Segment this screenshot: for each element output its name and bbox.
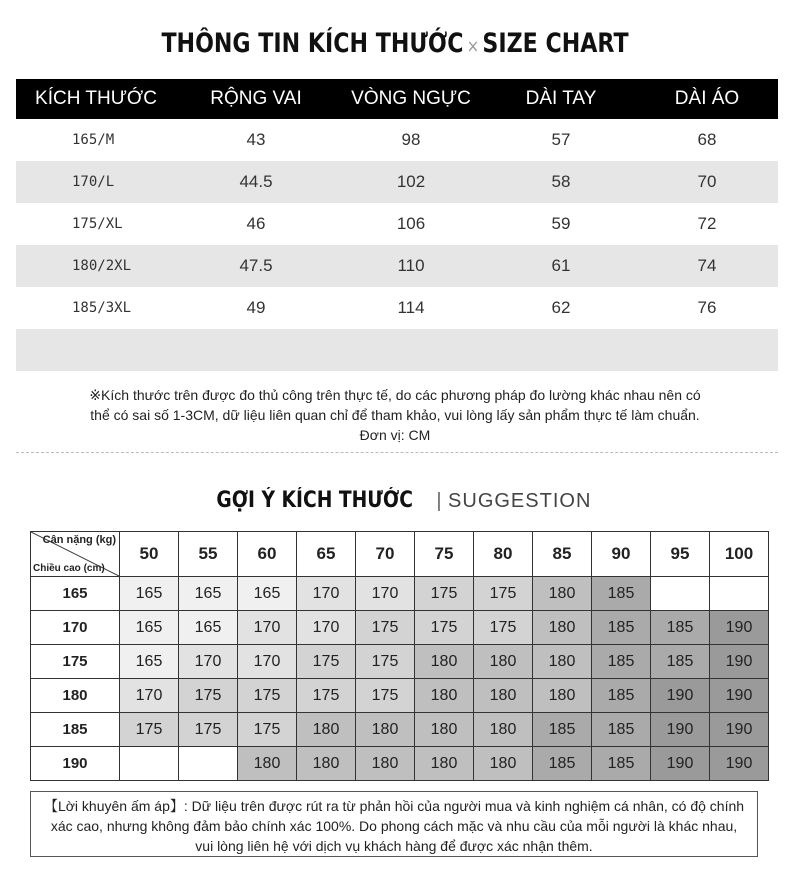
height-label: 170 <box>31 611 120 645</box>
table-row <box>16 161 778 203</box>
header-size: KÍCH THƯỚC <box>35 88 157 109</box>
grid-cell: 170 <box>356 577 415 611</box>
size-chart-note: ※Kích thước trên được đo thủ công trên thực tế, do các phương pháp đo lường khác nhau nên có thể có sai số 1-3CM, dữ liệu liên quan chỉ để tham khảo, vui lòng lấy sản phẩm thực tế làm chuẩn. Đơn vị: CM <box>89 387 701 443</box>
grid-cell: 185 <box>592 645 651 679</box>
cell-length: 70 <box>697 172 717 191</box>
suggestion-grid <box>30 531 769 781</box>
grid-cell: 180 <box>533 611 592 645</box>
grid-cell: 175 <box>415 577 474 611</box>
grid-cell: 180 <box>356 747 415 781</box>
grid-cell: 170 <box>238 645 297 679</box>
height-label: 175 <box>31 645 120 679</box>
cell-shoulder: 49 <box>246 298 266 317</box>
size-chart-title-vi: THÔNG TIN KÍCH THƯỚC <box>161 28 464 59</box>
grid-cell: 190 <box>710 645 769 679</box>
suggestion-note: 【Lời khuyên ấm áp】: Dữ liệu trên được rút ra từ phản hồi của người mua và kinh nghiệm cá nhân, có độ chính xác cao, nhưng không đảm bảo chính xác 100%. Do phong cách mặc và nhu cầu của mỗi người là khác nhau, vui lòng liên hệ với dịch vụ khách hàng để được xác nhận thêm. <box>30 791 758 857</box>
height-label: 185 <box>31 713 120 747</box>
header-shoulder: RỘNG VAI <box>210 88 302 109</box>
title-separator: × <box>466 36 480 57</box>
cell-chest: 102 <box>396 172 426 191</box>
weight-header: 100 <box>710 532 769 577</box>
grid-row <box>31 577 769 611</box>
grid-cell: 180 <box>415 713 474 747</box>
cell-length: 68 <box>697 130 717 149</box>
grid-cell: 165 <box>179 577 238 611</box>
cell-size: 165/M <box>72 132 115 148</box>
grid-corner-cell <box>31 532 120 577</box>
header-chest: VÒNG NGỰC <box>351 88 471 109</box>
cell-chest: 110 <box>397 256 425 275</box>
header-length: DÀI ÁO <box>674 88 740 109</box>
weight-header: 55 <box>179 532 238 577</box>
grid-cell: 190 <box>710 713 769 747</box>
cell-shoulder: 46 <box>246 214 266 233</box>
grid-cell: 185 <box>592 747 651 781</box>
grid-row <box>31 713 769 747</box>
grid-cell: 180 <box>415 679 474 713</box>
section-divider <box>16 452 778 453</box>
grid-cell: 175 <box>238 713 297 747</box>
grid-cell: 180 <box>533 645 592 679</box>
grid-cell: 175 <box>356 645 415 679</box>
suggestion-title-vi: GỢI Ý KÍCH THƯỚC <box>215 488 413 513</box>
grid-cell: 185 <box>533 747 592 781</box>
weight-header: 95 <box>651 532 710 577</box>
grid-cell: 180 <box>474 645 533 679</box>
grid-cell: 185 <box>651 611 710 645</box>
grid-cell: 175 <box>179 713 238 747</box>
grid-cell: 190 <box>651 747 710 781</box>
grid-cell: 175 <box>474 577 533 611</box>
weight-header: 90 <box>592 532 651 577</box>
cell-shoulder: 43 <box>246 130 266 149</box>
grid-cell: 180 <box>415 747 474 781</box>
grid-cell: 185 <box>592 713 651 747</box>
table-row <box>16 203 778 245</box>
size-chart-title <box>71 28 719 59</box>
grid-cell: 180 <box>533 577 592 611</box>
grid-cell: 180 <box>415 645 474 679</box>
weight-header: 75 <box>415 532 474 577</box>
grid-cell: 175 <box>120 713 179 747</box>
grid-cell: 175 <box>474 611 533 645</box>
grid-cell: 175 <box>179 679 238 713</box>
cell-shoulder: 47.5 <box>239 256 273 275</box>
grid-cell: 175 <box>356 679 415 713</box>
grid-cell: 190 <box>710 679 769 713</box>
cell-size: 185/3XL <box>72 300 132 316</box>
grid-header-row <box>31 532 769 577</box>
grid-cell: 180 <box>297 747 356 781</box>
grid-row <box>31 645 769 679</box>
grid-cell: 180 <box>238 747 297 781</box>
grid-cell <box>120 747 179 781</box>
grid-cell: 190 <box>710 611 769 645</box>
grid-cell: 175 <box>415 611 474 645</box>
grid-row <box>31 747 769 781</box>
grid-cell: 170 <box>297 577 356 611</box>
cell-sleeve: 57 <box>551 130 571 149</box>
grid-cell: 180 <box>474 747 533 781</box>
height-label: 190 <box>31 747 120 781</box>
corner-weight-label: Cân nặng (kg) <box>42 534 116 546</box>
cell-shoulder: 44.5 <box>239 172 273 191</box>
grid-cell: 170 <box>179 645 238 679</box>
table-row-empty <box>16 329 778 371</box>
cell-sleeve: 58 <box>551 172 571 191</box>
grid-cell: 165 <box>120 645 179 679</box>
grid-cell: 170 <box>238 611 297 645</box>
grid-cell: 190 <box>651 713 710 747</box>
cell-sleeve: 59 <box>551 214 571 233</box>
weight-header: 60 <box>238 532 297 577</box>
grid-cell: 180 <box>533 679 592 713</box>
cell-length: 74 <box>697 256 717 275</box>
cell-length: 76 <box>697 298 717 317</box>
table-row <box>16 287 778 329</box>
grid-cell: 175 <box>297 645 356 679</box>
weight-header: 80 <box>474 532 533 577</box>
weight-header: 50 <box>120 532 179 577</box>
suggestion-title-en: SUGGESTION <box>448 490 592 512</box>
cell-size: 180/2XL <box>72 258 132 274</box>
weight-header: 65 <box>297 532 356 577</box>
grid-cell: 180 <box>474 679 533 713</box>
grid-cell <box>179 747 238 781</box>
cell-chest: 106 <box>396 214 426 233</box>
grid-cell: 190 <box>710 747 769 781</box>
grid-cell: 165 <box>120 577 179 611</box>
grid-cell: 185 <box>592 611 651 645</box>
grid-cell: 170 <box>297 611 356 645</box>
grid-cell: 165 <box>179 611 238 645</box>
grid-cell <box>651 577 710 611</box>
grid-cell: 180 <box>356 713 415 747</box>
table-row <box>16 245 778 287</box>
grid-cell: 185 <box>592 679 651 713</box>
grid-cell: 175 <box>356 611 415 645</box>
size-chart-header-row <box>16 79 778 119</box>
grid-cell: 175 <box>238 679 297 713</box>
cell-chest: 98 <box>401 130 421 149</box>
size-chart-table <box>16 79 778 371</box>
height-label: 165 <box>31 577 120 611</box>
grid-cell: 185 <box>533 713 592 747</box>
corner-height-label: Chiều cao (cm) <box>33 563 105 574</box>
title-bar-separator: | <box>436 490 442 512</box>
cell-length: 72 <box>697 214 717 233</box>
height-label: 180 <box>31 679 120 713</box>
grid-cell: 185 <box>592 577 651 611</box>
weight-header: 85 <box>533 532 592 577</box>
cell-sleeve: 61 <box>551 256 571 275</box>
grid-row <box>31 679 769 713</box>
grid-cell: 185 <box>651 645 710 679</box>
grid-cell <box>710 577 769 611</box>
grid-cell: 165 <box>238 577 297 611</box>
grid-cell: 170 <box>120 679 179 713</box>
table-row <box>16 119 778 161</box>
cell-size: 170/L <box>72 174 115 190</box>
grid-row <box>31 611 769 645</box>
grid-cell: 180 <box>297 713 356 747</box>
cell-sleeve: 62 <box>551 298 571 317</box>
grid-cell: 175 <box>297 679 356 713</box>
header-sleeve: DÀI TAY <box>525 88 597 109</box>
weight-header: 70 <box>356 532 415 577</box>
cell-size: 175/XL <box>72 216 123 232</box>
suggestion-title <box>0 488 790 513</box>
grid-cell: 180 <box>474 713 533 747</box>
size-chart-title-en: SIZE CHART <box>482 28 629 59</box>
cell-chest: 114 <box>397 298 425 317</box>
grid-cell: 190 <box>651 679 710 713</box>
grid-cell: 165 <box>120 611 179 645</box>
